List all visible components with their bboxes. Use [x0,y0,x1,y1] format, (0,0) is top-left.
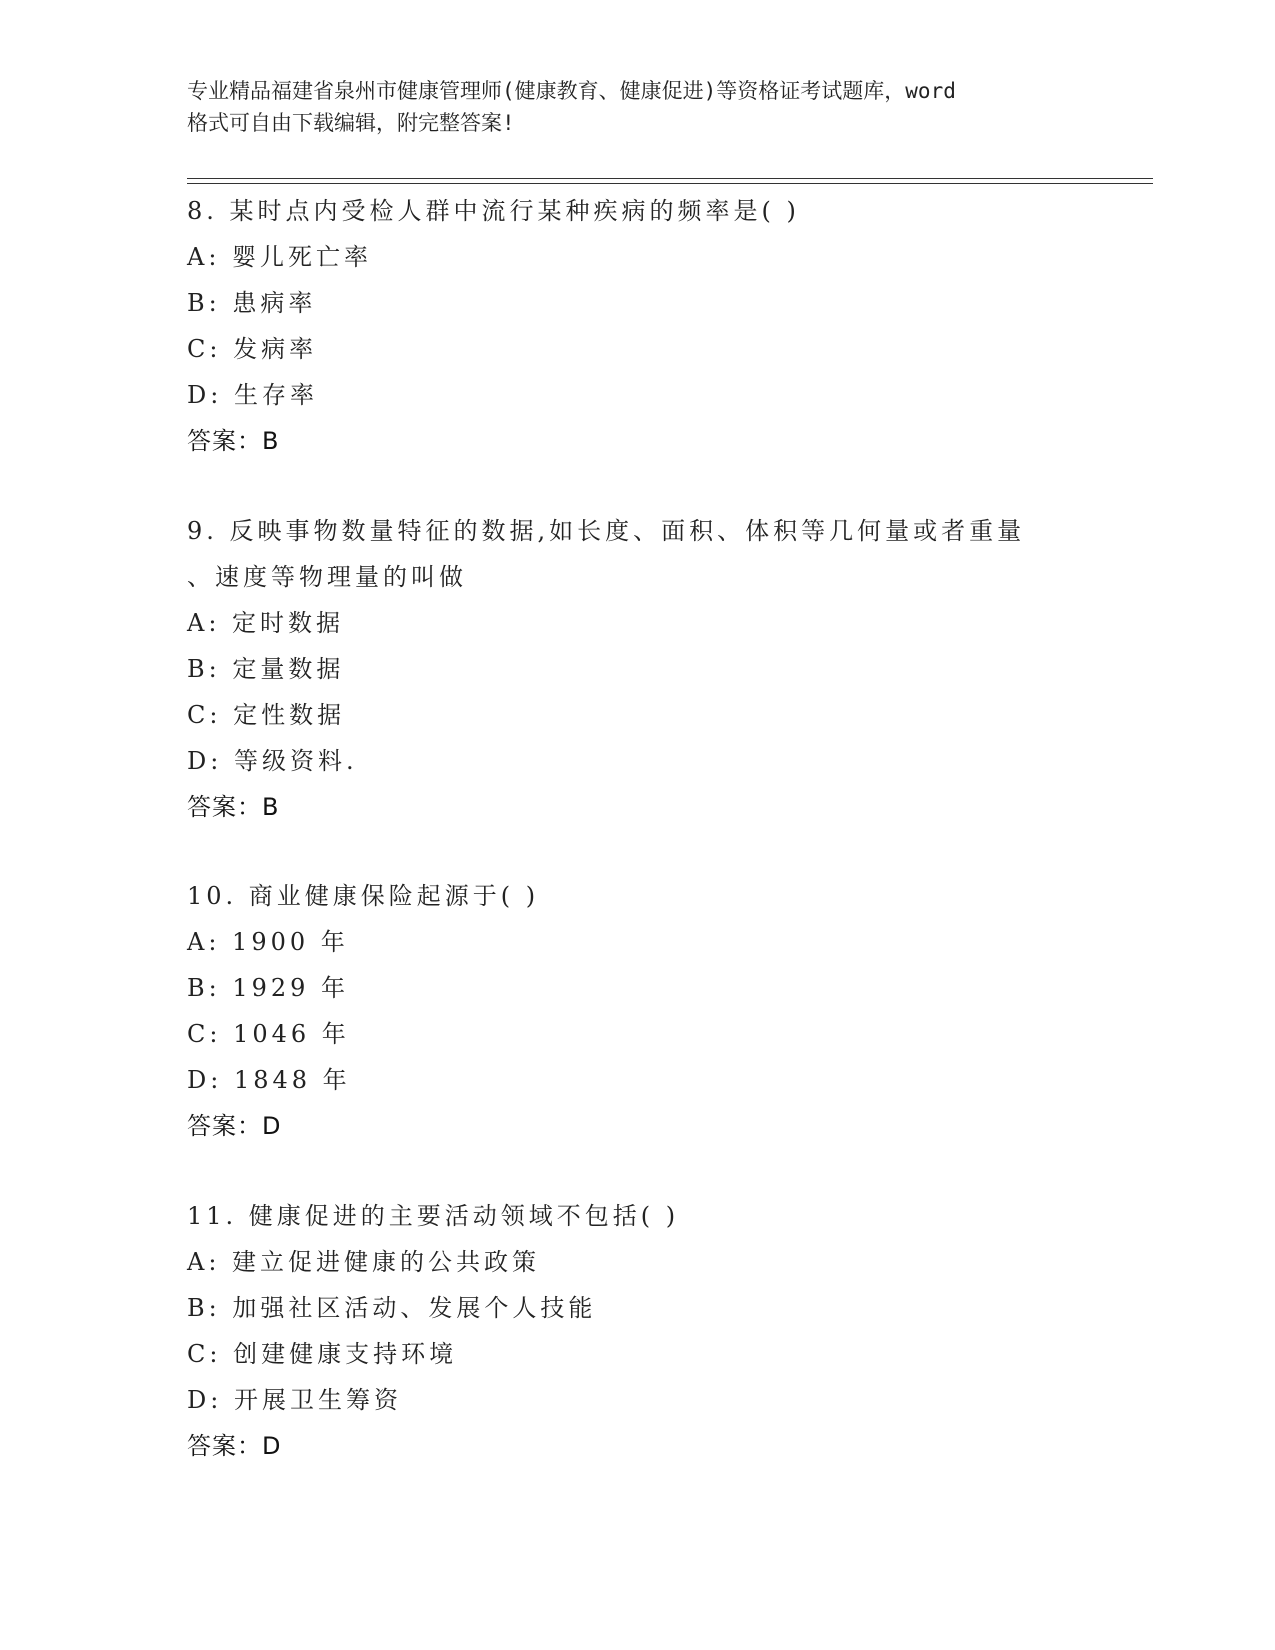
option-d: D: 1848 年 [187,1066,351,1094]
option-b: B: 加强社区活动、发展个人技能 [187,1294,597,1322]
option-b: B: 1929 年 [187,974,350,1002]
option-d: D: 生存率 [187,381,318,409]
option-a: A: 婴儿死亡率 [187,243,373,271]
option-c: C: 发病率 [187,335,318,363]
answer-line: 答案：D [187,1112,282,1140]
option-b: B: 患病率 [187,289,317,317]
question-8 [187,188,1147,464]
question-11 [187,1193,1147,1469]
option-a: A: 定时数据 [187,609,345,637]
question-stem-continued: 、速度等物理量的叫做 [187,563,467,591]
question-9 [187,508,1147,830]
header-line-1: 专业精品福建省泉州市健康管理师(健康教育、健康促进)等资格证考试题库，word [187,79,956,103]
option-c: C: 1046 年 [187,1020,350,1048]
question-stem: 11. 健康促进的主要活动领域不包括( ) [187,1202,680,1230]
document-header [187,75,1097,139]
option-d: D: 等级资料. [187,747,358,775]
option-a: A: 1900 年 [187,928,349,956]
question-stem: 9. 反映事物数量特征的数据,如长度、面积、体积等几何量或者重量 [187,517,1026,545]
option-b: B: 定量数据 [187,655,345,683]
question-stem: 8. 某时点内受检人群中流行某种疾病的频率是( ) [187,197,800,225]
option-a: A: 建立促进健康的公共政策 [187,1248,541,1276]
answer-line: 答案：B [187,427,280,455]
answer-line: 答案：B [187,793,280,821]
option-d: D: 开展卫生筹资 [187,1386,402,1414]
option-c: C: 创建健康支持环境 [187,1340,458,1368]
question-10 [187,873,1147,1149]
question-stem: 10. 商业健康保险起源于( ) [187,882,540,910]
header-line-2: 格式可自由下载编辑，附完整答案! [187,111,515,135]
option-c: C: 定性数据 [187,701,346,729]
answer-line: 答案：D [187,1432,282,1460]
header-divider-top [187,178,1153,179]
header-divider-bottom [187,183,1153,184]
